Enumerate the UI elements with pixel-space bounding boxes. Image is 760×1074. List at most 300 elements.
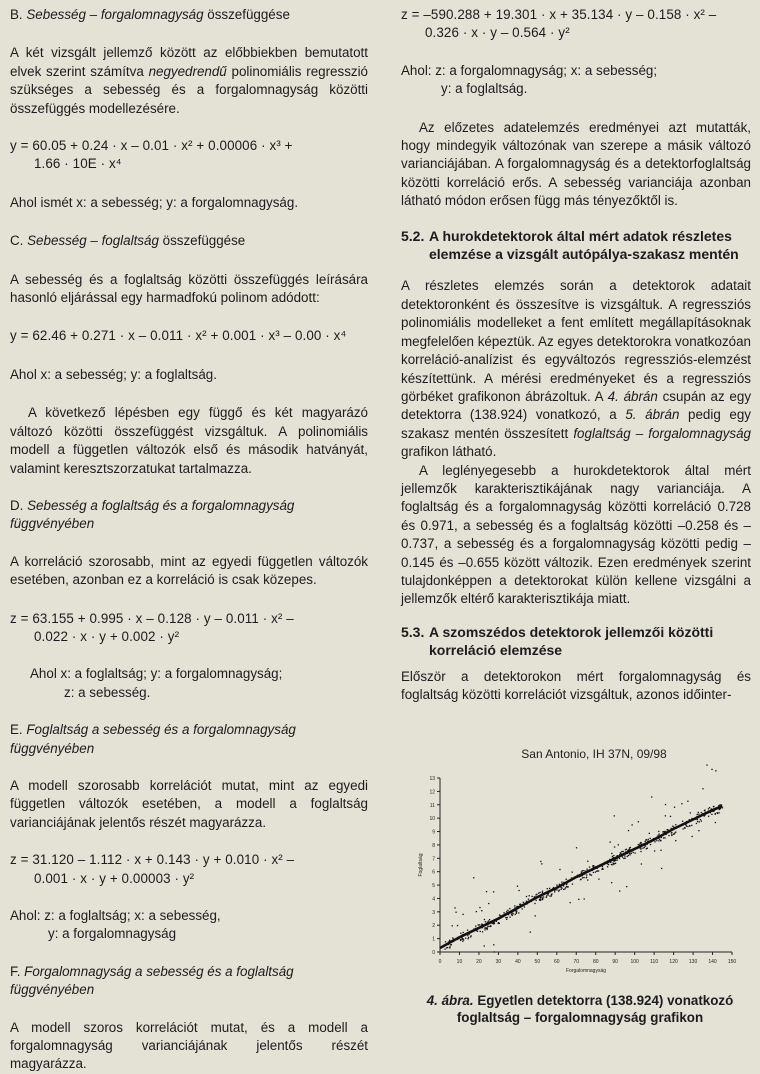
data-point (566, 879, 567, 880)
y-axis-label: Foglaltság (418, 853, 424, 877)
y-tick-label: 1 (432, 936, 435, 943)
x-tick-label: 100 (630, 959, 639, 965)
data-point (523, 902, 524, 903)
data-point (449, 946, 450, 947)
y-tick-label: 3 (432, 909, 435, 916)
data-point (659, 833, 660, 834)
data-point (624, 857, 625, 858)
y-tick-label: 8 (432, 842, 435, 849)
data-point (648, 839, 649, 840)
x-tick-label: 80 (592, 959, 599, 965)
data-point (518, 912, 519, 913)
data-point (598, 878, 599, 879)
data-point (673, 833, 674, 834)
data-point (486, 928, 487, 929)
x-axis-label: Forgalomnagyság (565, 968, 607, 974)
equation-2: y = 62.46 + 0.271 · x – 0.011 · x² + 0.001 · x³ – 0.00 · x⁴ (10, 328, 347, 344)
data-point (641, 863, 642, 864)
data-point (628, 830, 629, 831)
data-point (566, 886, 567, 887)
data-point (512, 915, 513, 916)
data-point (514, 905, 515, 906)
data-point (684, 827, 685, 828)
data-point (462, 914, 463, 915)
data-point (638, 844, 639, 845)
data-point (706, 764, 707, 765)
data-point (586, 869, 587, 870)
data-point (660, 850, 661, 851)
data-point (457, 925, 458, 926)
data-point (663, 837, 664, 838)
heading-b: B. Sebesség – forgalomnagyság összefüggése (10, 7, 290, 22)
data-point (450, 944, 451, 945)
data-point (565, 887, 566, 888)
data-point (620, 852, 621, 853)
data-point (698, 814, 699, 815)
data-point (587, 861, 588, 862)
data-point (597, 870, 598, 871)
data-point (480, 931, 481, 932)
data-point (675, 840, 676, 841)
data-point (631, 853, 632, 854)
data-point (614, 863, 615, 864)
data-point (484, 927, 485, 928)
data-point (697, 821, 698, 822)
data-point (672, 826, 673, 827)
data-point (646, 848, 647, 849)
data-point (626, 886, 627, 887)
data-point (467, 935, 468, 936)
y-tick-label: 12 (429, 789, 435, 796)
data-point (547, 888, 548, 889)
data-point (503, 912, 504, 913)
data-point (595, 871, 596, 872)
data-point (517, 886, 518, 887)
data-point (664, 837, 665, 838)
data-point (467, 938, 468, 939)
data-point (598, 870, 599, 871)
data-point (584, 898, 585, 899)
data-point (640, 851, 641, 852)
data-point (482, 931, 483, 932)
data-point (640, 842, 641, 843)
data-point (696, 823, 697, 824)
data-point (554, 891, 555, 892)
data-point (582, 870, 583, 871)
data-point (488, 920, 489, 921)
data-point (543, 896, 544, 897)
data-point (507, 910, 508, 911)
data-point (454, 907, 455, 908)
data-point (539, 892, 540, 893)
data-point (628, 855, 629, 856)
data-point (638, 821, 639, 822)
x-tick-label: 50 (534, 959, 541, 965)
where-3: Ahol x: a foglaltság; y: a forgalomnagyság; z: a sebesség. (30, 666, 283, 700)
paragraph-detail: A részletes elemzés során a detektorok adatait detektoronként és összesítve is vizsgáltuk. A regressziós polinomiális modelleket a fent említett megállapításoknak megfelelően képeztük. Az egyes detektorokra vonatkozóan korreláció-analízist és egyváltozós regressziós-elemzést készítettünk. A mérési eredményeket és a regressziós görbéket grafikonon ábrázoltuk. A 4. ábrán csupán az egy detektorra (138.924) vonatkozó, a 5. ábrán pedig egy szakasz mentén összesített foglaltság – forgalomnagyság grafikon látható. (401, 278, 752, 460)
data-point (715, 770, 716, 771)
data-point (702, 788, 703, 789)
data-point (709, 807, 710, 808)
paragraph-variance: A leglényegesebb a hurokdetektorok által mért jellemzők karakterisztikájának nagy varianciája. A foglaltság és a forgalomnagyság közötti korreláció 0.728 és 0.971, a sebesség és a foglaltság közötti –0.258 és –0.737, a sebesség és a forgalomnagyság közötti pedig –0.145 és –0.655 között változik. Ezen eredmények szerint tulajdonképpen a detektorokat külön kellene vizsgálni a jellemzők eltérő karakterisztikája miatt. (401, 462, 751, 607)
data-point (612, 862, 613, 863)
x-tick-label: 120 (669, 959, 678, 965)
data-point (670, 816, 671, 817)
where-4: Ahol: z: a foglaltság; x: a sebesség, y: a forgalomnagyság (10, 908, 221, 942)
data-point (593, 865, 594, 866)
data-point (715, 822, 716, 823)
data-point (493, 944, 494, 945)
data-point (546, 897, 547, 898)
x-tick-label: 90 (612, 959, 618, 965)
data-point (493, 922, 494, 923)
data-point (623, 851, 624, 852)
data-point (528, 899, 529, 900)
data-point (534, 903, 535, 904)
data-point (539, 900, 540, 901)
paragraph-d: A korreláció szorosabb, mint az egyedi független változók esetében, azonban ez a korreláció is csak közepes. (10, 553, 368, 588)
data-point (649, 833, 650, 834)
data-point (444, 949, 445, 950)
paragraph-next: A következő lépésben egy függő és két magyarázó változó közötti összefüggést vizsgáltuk. A polinomiális modell a független változók első és második hatványát, valamint keresztszorzatukat tartalmazza. (10, 405, 368, 476)
equation-1: y = 60.05 + 0.24 · x – 0.01 · x² + 0.00006 · x³ + 1.66 · 10E · x⁴ (10, 138, 293, 172)
data-point (660, 840, 661, 841)
data-point (701, 812, 702, 813)
data-point (690, 812, 691, 813)
heading-d: D. Sebesség a foglaltság és a forgalomnagyság függvényében (10, 497, 295, 532)
data-point (541, 897, 542, 898)
data-point (572, 871, 573, 872)
data-point (479, 907, 480, 908)
data-point (629, 847, 630, 848)
x-tick-label: 70 (573, 959, 580, 965)
data-point (586, 877, 587, 878)
y-tick-label: 13 (429, 776, 435, 782)
data-point (509, 917, 510, 918)
data-point (651, 796, 652, 797)
data-point (662, 831, 663, 832)
data-point (559, 869, 560, 870)
data-point (556, 889, 557, 890)
data-point (475, 925, 476, 926)
data-point (619, 890, 620, 891)
data-point (581, 871, 582, 872)
data-point (687, 801, 688, 802)
data-point (623, 858, 624, 859)
data-point (452, 937, 453, 938)
data-point (561, 882, 562, 883)
data-point (718, 812, 719, 813)
figure-4 (414, 742, 744, 982)
data-point (460, 940, 461, 941)
data-point (540, 861, 541, 862)
data-point (535, 894, 536, 895)
data-point (449, 947, 450, 948)
data-point (473, 877, 474, 878)
data-point (667, 829, 668, 830)
data-point (645, 841, 646, 842)
paragraph-e: A modell szorosabb korrelációt mutat, mint az egyedi független változók esetében, a modell a foglaltság varianciájának jelentős részét magyarázza. (10, 777, 368, 830)
heading-f: F. Forgalomnagyság a sebesség és a foglaltság függvényében (10, 963, 294, 998)
x-tick-label: 40 (515, 959, 521, 965)
data-point (494, 951, 495, 952)
x-tick-label: 60 (554, 959, 560, 965)
data-point (499, 914, 500, 915)
y-tick-label: 10 (429, 816, 435, 823)
data-point (538, 893, 539, 894)
data-point (479, 924, 480, 925)
x-tick-label: 20 (476, 959, 482, 965)
equation-5: z = –590.288 + 19.301 · x + 35.134 · y – 0.158 · x² – 0.326 · x · y – 0.564 · y² (401, 7, 717, 41)
data-point (449, 940, 450, 941)
x-tick-label: 10 (456, 959, 463, 965)
data-point (529, 895, 530, 896)
data-point (612, 856, 613, 857)
x-tick-label: 150 (727, 959, 737, 965)
data-point (549, 888, 550, 889)
data-point (455, 912, 456, 913)
data-point (551, 895, 552, 896)
data-point (465, 938, 466, 939)
where-2: Ahol x: a sebesség; y: a foglaltság. (10, 366, 217, 382)
y-tick-label: 4 (432, 896, 435, 903)
data-point (524, 906, 525, 907)
data-point (493, 891, 494, 892)
data-point (530, 931, 531, 932)
data-point (551, 893, 552, 894)
data-point (675, 824, 676, 825)
data-point (631, 824, 632, 825)
paragraph-c: A sebesség és a foglaltság közötti összefüggés leírására hasonló eljárással egy harmadfokú polinom adódott: (10, 271, 368, 306)
data-point (567, 887, 568, 888)
data-point (589, 866, 590, 867)
data-point (462, 941, 463, 942)
data-point (582, 877, 583, 878)
data-point (691, 825, 692, 826)
data-point (580, 879, 581, 880)
equation-4: z = 31.120 – 1.112 · x + 0.143 · y + 0.010 · x² – 0.001 · x · y + 0.00003 · y² (10, 852, 295, 886)
data-point (515, 914, 516, 915)
data-point (546, 895, 547, 896)
paragraph-f: A modell szoros korrelációt mutat, és a modell a forgalomnagyság varianciájának jelentős részét magyarázza. (10, 1019, 368, 1072)
data-point (661, 868, 662, 869)
y-tick-label: 2 (432, 923, 435, 930)
data-point (610, 841, 611, 842)
data-point (650, 838, 651, 839)
data-point (699, 821, 700, 822)
data-point (484, 919, 485, 920)
data-point (711, 814, 712, 815)
data-point (674, 807, 675, 808)
data-point (447, 947, 448, 948)
data-point (488, 903, 489, 904)
data-point (522, 908, 523, 909)
data-point (668, 835, 669, 836)
data-point (463, 939, 464, 940)
data-point (556, 884, 557, 885)
data-point (499, 923, 500, 924)
data-point (535, 915, 536, 916)
data-point (576, 847, 577, 848)
data-point (681, 803, 682, 804)
left-column (10, 6, 368, 1074)
data-point (622, 856, 623, 857)
y-tick-label: 7 (432, 856, 435, 863)
data-point (486, 891, 487, 892)
data-point (656, 840, 657, 841)
scatter-chart (414, 742, 744, 982)
data-point (665, 815, 666, 816)
data-point (476, 911, 477, 912)
data-point (646, 839, 647, 840)
data-point (478, 924, 479, 925)
data-point (548, 894, 549, 895)
data-point (687, 826, 688, 827)
y-tick-label: 9 (432, 829, 435, 836)
heading-e: E. Foglaltság a sebesség és a forgalomnagyság függvényében (10, 722, 296, 756)
data-point (654, 850, 655, 851)
data-point (549, 895, 550, 896)
equation-3: z = 63.155 + 0.995 · x – 0.128 · y – 0.011 · x² – 0.022 · x · y + 0.002 · y² (10, 610, 294, 644)
data-point (629, 854, 630, 855)
x-tick-label: 130 (688, 959, 698, 965)
data-point (489, 919, 490, 920)
data-point (621, 851, 622, 852)
trend-line (440, 806, 722, 948)
data-point (481, 910, 482, 911)
data-point (445, 941, 446, 942)
data-point (484, 929, 485, 930)
data-point (463, 932, 464, 933)
data-point (614, 815, 615, 816)
y-tick-label: 6 (432, 869, 435, 876)
data-point (462, 938, 463, 939)
data-point (570, 902, 571, 903)
y-tick-label: 5 (432, 883, 435, 890)
data-point (682, 821, 683, 822)
data-point (614, 846, 615, 847)
data-point (708, 808, 709, 809)
data-point (704, 810, 705, 811)
data-point (564, 888, 565, 889)
section-heading-5-3: 5.3. A szomszédos detektorok jellemzői közötti korreláció elemzése (401, 623, 714, 659)
data-point (518, 890, 519, 891)
data-point (697, 814, 698, 815)
figure-caption: 4. ábra. Egyetlen detektorra (138.924) vonatkozó foglaltság – forgalomnagyság grafikon (426, 993, 734, 1025)
data-point (701, 820, 702, 821)
x-tick-label: 110 (650, 959, 659, 965)
data-point (633, 852, 634, 853)
data-point (446, 947, 447, 948)
data-point (485, 921, 486, 922)
data-point (629, 853, 630, 854)
data-point (541, 863, 542, 864)
data-point (498, 923, 499, 924)
data-point (717, 813, 718, 814)
data-point (506, 919, 507, 920)
data-point (619, 858, 620, 859)
data-point (578, 899, 579, 900)
data-point (671, 834, 672, 835)
data-point (671, 832, 672, 833)
data-point (658, 840, 659, 841)
data-point (563, 889, 564, 890)
data-point (484, 945, 485, 946)
paragraph-summary: Az előzetes adatelemzés eredményei azt mutatták, hogy mindegyik változónak van szerepe a másik változó varianciájában. A forgalomnagyság és a detektorfoglaltság közötti korreláció erős. A sebesség varianciája azonban látható módon erősen függ más tényezőktől is. (401, 119, 751, 209)
data-point (586, 874, 587, 875)
data-point (634, 852, 635, 853)
data-point (698, 812, 699, 813)
data-point (536, 900, 537, 901)
data-point (593, 872, 594, 873)
x-tick-label: 30 (495, 959, 502, 965)
data-point (505, 917, 506, 918)
data-point (506, 911, 507, 912)
data-point (542, 890, 543, 891)
paragraph-b: A két vizsgált jellemző között az előbbiekben bemutatott elvek szerint számítva negyedrendű polinomiális regresszió szükséges a sebesség és a forgalomnagyság közötti összefüggés modellezésére. (10, 45, 369, 116)
data-point (468, 937, 469, 938)
data-point (583, 870, 584, 871)
data-point (665, 804, 666, 805)
data-point (607, 866, 608, 867)
data-point (700, 819, 701, 820)
data-point (658, 831, 659, 832)
data-point (477, 931, 478, 932)
data-point (682, 828, 683, 829)
data-point (572, 883, 573, 884)
data-point (558, 890, 559, 891)
data-point (691, 836, 692, 837)
y-tick-label: 0 (432, 950, 435, 956)
data-point (644, 847, 645, 848)
data-point (611, 882, 612, 883)
data-point (719, 804, 720, 805)
data-point (650, 844, 651, 845)
data-point (507, 917, 508, 918)
right-column (401, 6, 751, 704)
data-point (589, 874, 590, 875)
chart-title: San Antonio, IH 37N, 09/98 (521, 747, 667, 761)
x-tick-label: 140 (708, 959, 717, 965)
plot-area (418, 764, 736, 974)
data-point (542, 899, 543, 900)
where-1: Ahol ismét x: a sebesség; y: a forgalomnagyság. (10, 194, 299, 210)
data-point (686, 826, 687, 827)
data-point (587, 879, 588, 880)
where-5: Ahol: z: a forgalomnagyság; x: a sebesség; y: a foglaltság. (401, 62, 658, 97)
data-point (617, 859, 618, 860)
data-point (624, 855, 625, 856)
data-point (642, 848, 643, 849)
data-point (531, 896, 532, 897)
data-point (713, 806, 714, 807)
data-point (689, 825, 690, 826)
data-point (516, 912, 517, 913)
data-point (452, 925, 453, 926)
y-tick-label: 11 (429, 802, 435, 809)
data-point (560, 889, 561, 890)
data-point (487, 926, 488, 927)
data-point (659, 839, 660, 840)
data-point (715, 814, 716, 815)
section-heading-5-2: 5.2. A hurokdetektorok által mért adatok részletes elemzése a vizsgált autópálya-szakasz mentén (401, 227, 739, 263)
data-point (698, 830, 699, 831)
data-point (626, 849, 627, 850)
data-point (618, 844, 619, 845)
data-point (460, 933, 461, 934)
data-point (613, 855, 614, 856)
data-point (509, 908, 510, 909)
